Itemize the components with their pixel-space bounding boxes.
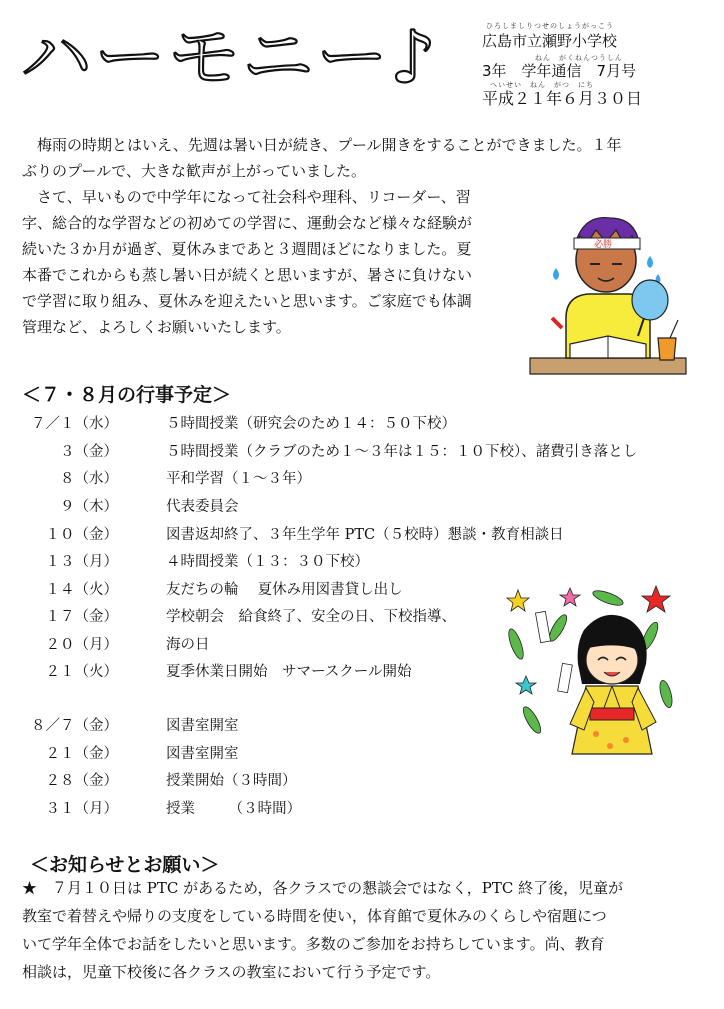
schedule-heading: ＜７・８月の行事予定＞ xyxy=(22,384,232,406)
event-date: ２０（月） xyxy=(45,637,118,653)
event-desc: 代表委員会 xyxy=(166,499,239,515)
event-desc: 友だちの輪 夏休み用図書貸し出し xyxy=(166,582,403,598)
event-date: １０（金） xyxy=(45,527,118,543)
date-ruby: へいせい ねん がつ にち xyxy=(490,81,594,89)
event-desc: 学校朝会 給食終了、安全の日、下校指導、 xyxy=(166,609,456,625)
event-date: ８（水） xyxy=(60,471,118,487)
event-desc: ５時間授業（クラブのため１～３年は１５：１０下校）、諸費引き落とし xyxy=(166,444,638,460)
intro-line: さて、早いもので中学年になって社会科や理科、リコーダー、習 xyxy=(22,188,471,206)
event-row xyxy=(10,769,510,789)
event-row xyxy=(10,440,710,460)
event-row xyxy=(10,797,510,817)
event-date: ２１（火） xyxy=(45,664,118,680)
intro-line: 字、総合的な学習などの初めての学習に、運動会など様々な経験が xyxy=(22,214,473,232)
event-date: １７（金） xyxy=(45,609,118,625)
event-date: ８／７（金） xyxy=(31,718,118,734)
event-date: １４（火） xyxy=(45,582,118,598)
intro-line: 梅雨の時期とはいえ、先週は暑い日が続き、プール開きをすることができました。１年 xyxy=(22,136,622,154)
event-date: ３（金） xyxy=(60,444,118,460)
event-desc: 授業開始（３時間） xyxy=(166,773,297,789)
event-desc: 海の日 xyxy=(166,637,210,653)
event-date: ９（木） xyxy=(60,499,118,515)
event-desc: 授業 （３時間） xyxy=(166,801,302,817)
intro-line: ぶりのプールで、大きな歓声が上がっていました。 xyxy=(22,162,366,180)
intro-line: 本番でこれからも蒸し暑い日が続くと思いますが、暑さに負けない xyxy=(22,266,473,284)
event-desc: 図書室開室 xyxy=(166,746,239,762)
event-desc: 図書室開室 xyxy=(166,718,239,734)
event-desc: 夏季休業日開始 サマースクール開始 xyxy=(166,664,412,680)
event-date: ２１（金） xyxy=(45,746,118,762)
event-desc: ４時間授業（１３：３０下校） xyxy=(166,554,369,570)
intro-line: 管理など、よろしくお願いいたします。 xyxy=(22,318,291,336)
notice-line: 相談は，児童下校後に各クラスの教室において行う予定です。 xyxy=(22,963,441,981)
issue-ruby: ねん がくねんつうしん xyxy=(535,54,623,62)
headband-text: 必勝 xyxy=(594,240,613,250)
event-row xyxy=(10,714,510,734)
notice-line: ★ ７月１０日は PTC があるため，各クラスでの懇談会ではなく，PTC 終了後，児童が xyxy=(22,879,624,897)
event-row xyxy=(10,742,510,762)
event-desc: 図書返却終了、３年生学年 PTC（５校時）懇談・教育相談日 xyxy=(166,527,564,543)
school-name-ruby: ひろしましりつせのしょうがっこう xyxy=(486,22,614,30)
svg-text:ハーモニー♪: ハーモニー♪ xyxy=(20,15,438,94)
intro-line: で学習に取り組み、夏休みを迎えたいと思います。ご家庭でも体調 xyxy=(22,292,472,310)
student-studying-illustration xyxy=(526,208,692,376)
event-row xyxy=(10,550,710,570)
event-row xyxy=(10,523,710,543)
event-date: ３１（月） xyxy=(45,801,118,817)
notice-heading: ＜お知らせとお願い＞ xyxy=(30,854,220,876)
issue-label: 3年 学年通信 7月号 xyxy=(482,62,637,80)
notice-line: いて学年全体でお話をしたいと思います。多数のご参加をお持ちしています。尚、教育 xyxy=(22,935,605,953)
issue-date: 平成２１年６月３０日 xyxy=(482,89,643,108)
event-date: ２８（金） xyxy=(45,773,118,789)
event-desc: ５時間授業（研究会のため１４：５０下校） xyxy=(166,416,456,432)
school-name: 広島市立瀬野小学校 xyxy=(482,32,618,50)
intro-line: 続いた３か月が過ぎ、夏休みまであと３週間ほどになりました。夏 xyxy=(22,240,472,258)
notice-line: 教室で着替えや帰りの支度をしている時間を使い，体育館で夏休みのくらしや宿題につ xyxy=(22,907,607,925)
newsletter-title xyxy=(18,14,458,94)
event-row xyxy=(10,412,710,432)
event-date: ７／１（水） xyxy=(31,416,118,432)
event-row xyxy=(10,467,710,487)
event-desc: 平和学習（１～３年） xyxy=(166,471,311,487)
event-date: １３（月） xyxy=(45,554,118,570)
event-row xyxy=(10,495,710,515)
girl-tanabata-illustration xyxy=(500,584,680,770)
